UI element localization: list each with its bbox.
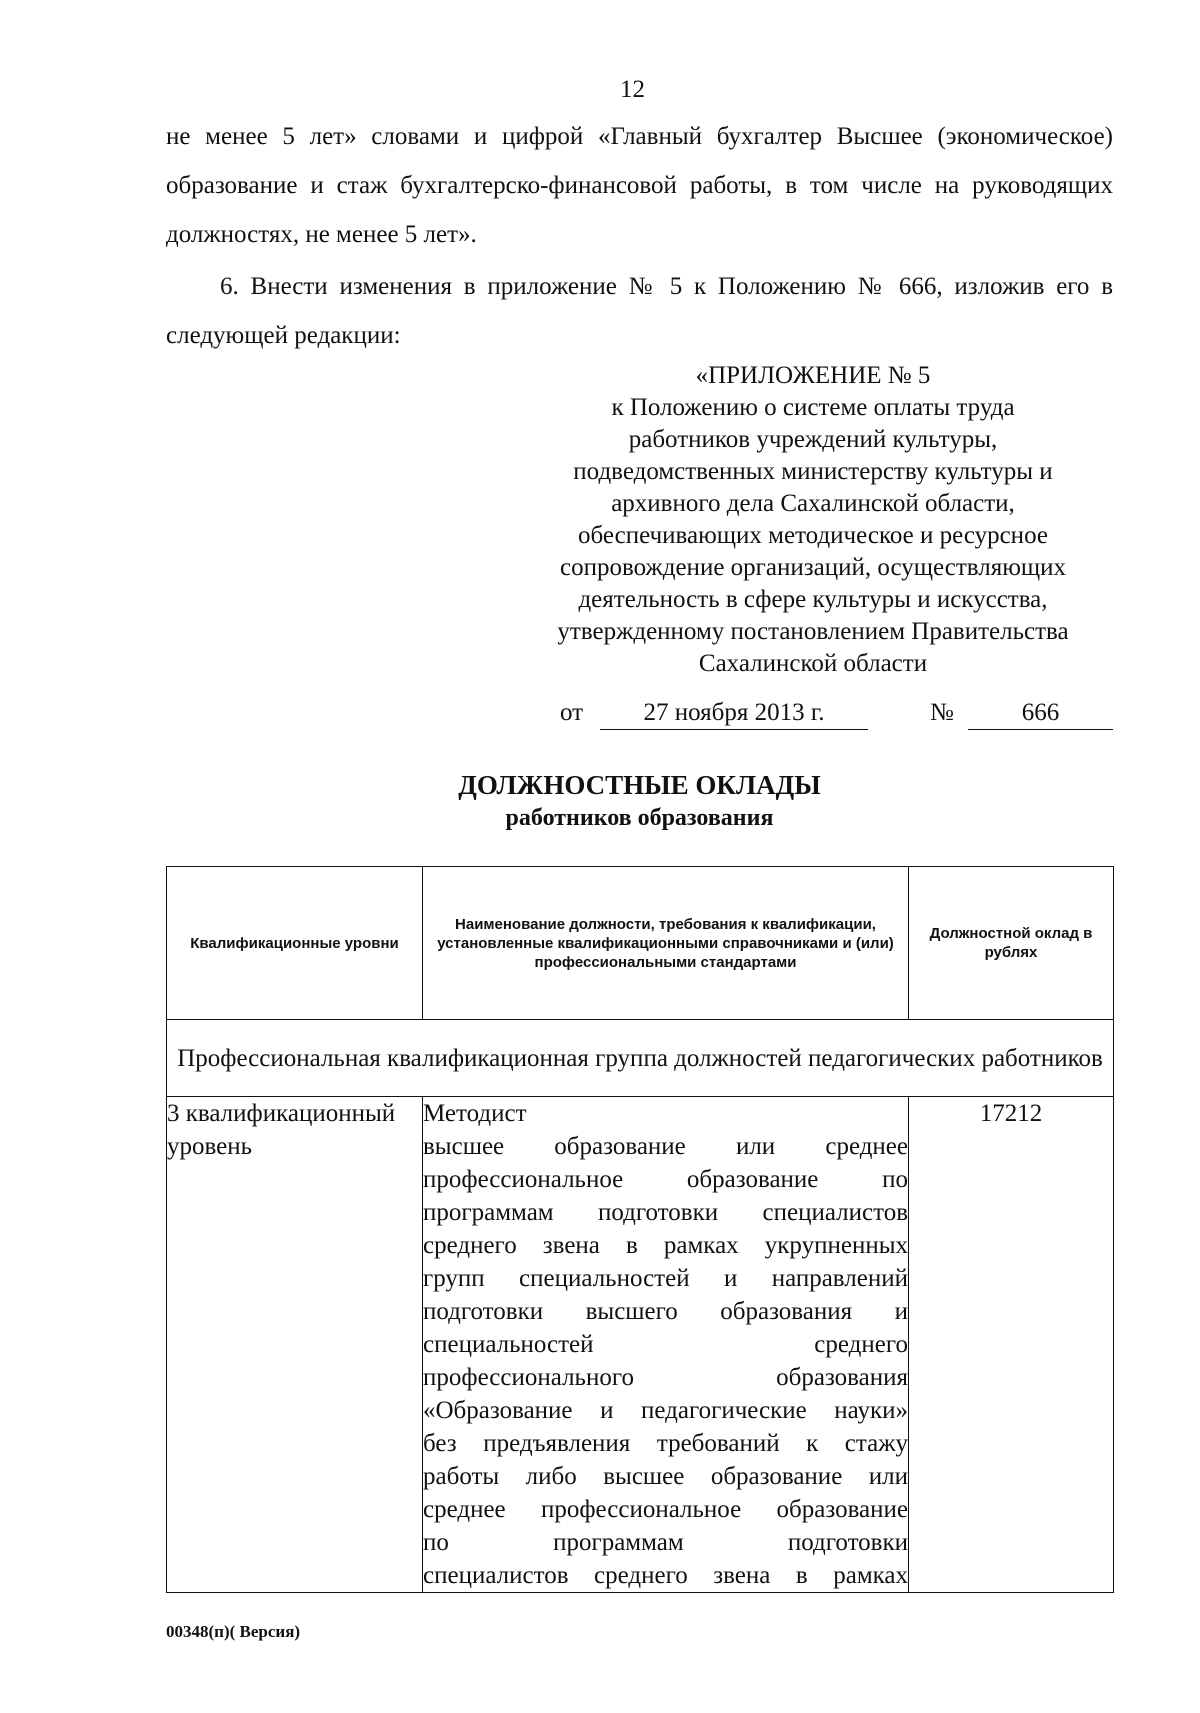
paragraph-item-6: 6. Внести изменения в приложение № 5 к Положению № 666, изложив его в следующей редакции:: [166, 273, 1113, 349]
salary-value-cell: 17212: [909, 1097, 1114, 1593]
header-salary: Должностной оклад в рублях: [909, 867, 1114, 1020]
order-date-label: от: [560, 699, 584, 726]
description-line: «Образование и педагогические науки»: [423, 1397, 908, 1424]
order-reference: [560, 697, 1120, 731]
description-line: программам подготовки специалистов: [423, 1199, 908, 1226]
description-line: по программам подготовки: [423, 1529, 908, 1556]
heading-subtitle: работников образования: [505, 805, 774, 831]
description-line: профессионального образования: [423, 1364, 908, 1391]
appendix-header: [498, 360, 1128, 680]
appendix-line: к Положению о системе оплаты труда: [611, 394, 1015, 421]
table-row: [167, 1097, 1114, 1593]
appendix-title: «ПРИЛОЖЕНИЕ № 5: [695, 362, 931, 389]
header-position-requirements: Наименование должности, требования к квалификации, установленные квалификационными справочниками и (или) профессиональными стандартами: [423, 867, 909, 1020]
description-line: работы либо высшее образование или: [423, 1463, 908, 1490]
appendix-line: утвержденному постановлением Правительства: [557, 618, 1069, 645]
position-title: Методист: [423, 1100, 527, 1127]
table-header-row: [167, 867, 1114, 1020]
description-line: профессиональное образование по: [423, 1166, 908, 1193]
section-heading: [166, 768, 1113, 834]
order-date: 27 ноября 2013 г.: [600, 697, 868, 730]
appendix-line: обеспечивающих методическое и ресурсное: [578, 522, 1048, 549]
appendix-line: Сахалинской области: [698, 650, 928, 677]
appendix-line: сопровождение организаций, осуществляющих: [559, 554, 1067, 581]
header-qualification-levels: Квалификационные уровни: [167, 867, 423, 1020]
description-line: среднее профессиональное образование: [423, 1496, 908, 1523]
qualification-group-title: Профессиональная квалификационная группа должностей педагогических работников: [167, 1020, 1114, 1097]
description-line: среднего звена в рамках укрупненных: [423, 1232, 908, 1259]
description-line: подготовки высшего образования и: [423, 1298, 908, 1325]
description-line: без предъявления требований к стажу: [423, 1430, 908, 1457]
document-footer-code: 00348(п)( Версия): [166, 1622, 301, 1641]
description-line: высшее образование или среднее: [423, 1133, 908, 1160]
description-line: специальностей среднего: [423, 1331, 908, 1358]
qualification-level-cell: 3 квалификационный уровень: [167, 1097, 423, 1593]
appendix-line: подведомственных министерству культуры и: [573, 458, 1053, 485]
table-group-row: [167, 1020, 1114, 1097]
description-line: специалистов среднего звена в рамках: [423, 1562, 908, 1589]
salary-table: [166, 866, 1114, 1593]
page-number: 12: [620, 76, 645, 103]
position-description-cell: [423, 1097, 909, 1593]
heading-title: ДОЛЖНОСТНЫЕ ОКЛАДЫ: [458, 770, 821, 800]
appendix-line: архивного дела Сахалинской области,: [611, 490, 1015, 517]
paragraph-continuation: не менее 5 лет» словами и цифрой «Главный бухгалтер Высшее (экономическое) образование и стаж бухгалтерско-финансовой работы, в том числе на руководящих должностях, не менее 5 лет».: [166, 123, 1113, 248]
order-number: 666: [968, 697, 1113, 730]
appendix-line: деятельность в сфере культуры и искусства,: [578, 586, 1048, 613]
order-number-label: №: [930, 699, 954, 726]
appendix-line: работников учреждений культуры,: [628, 426, 998, 453]
description-line: групп специальностей и направлений: [423, 1265, 908, 1292]
